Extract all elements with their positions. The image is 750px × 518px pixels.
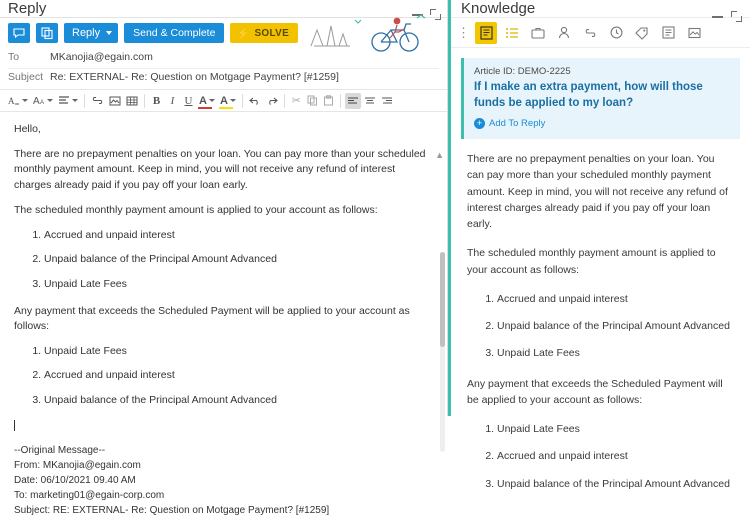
list-item: 3. Unpaid Late Fees [44, 277, 433, 292]
align-center-icon[interactable] [362, 93, 378, 109]
link-icon[interactable] [579, 22, 601, 44]
link-icon[interactable] [89, 93, 106, 109]
reply-pane-header [0, 0, 447, 18]
kb-paragraph-2: The scheduled monthly payment amount is applied to your account as follows: [467, 247, 716, 276]
kb-list-2 [467, 421, 734, 492]
knowledge-window-controls [712, 11, 742, 22]
knowledge-article-card [461, 58, 740, 139]
original-message-header: --Original Message-- [14, 444, 106, 456]
chat-icon-button[interactable] [8, 23, 30, 43]
original-to: To: marketing01@egain-corp.com [14, 489, 165, 501]
list-item: 2. Accrued and unpaid interest [44, 368, 433, 383]
subject-label: Subject [8, 71, 44, 83]
note-icon[interactable] [657, 22, 679, 44]
body-paragraph-2: The scheduled monthly payment amount is applied to your account as follows: [14, 203, 378, 216]
image-icon[interactable] [683, 22, 705, 44]
original-date: Date: 06/10/2021 09.40 AM [14, 474, 136, 486]
plus-icon: + [474, 118, 485, 129]
knowledge-pane-header [451, 0, 750, 18]
list-item: 3. Unpaid balance of the Principal Amount Advanced [497, 476, 734, 492]
knowledge-title: Knowledge [461, 0, 536, 17]
text-color-icon[interactable]: A [197, 93, 217, 109]
knowledge-pane [448, 0, 750, 490]
reply-button-label: Reply [72, 27, 101, 39]
copy-icon[interactable] [305, 93, 320, 109]
to-label: To [8, 51, 20, 63]
list-item: 3. Unpaid Late Fees [497, 345, 734, 361]
reply-button[interactable] [64, 23, 118, 43]
knowledge-article-body [451, 139, 750, 506]
toolbar-divider-5 [340, 94, 341, 108]
body-scroll-up-arrow[interactable]: ▲ [435, 150, 444, 160]
body-paragraph-1: There are no prepayment penalties on your loan. You can pay more than your scheduled monthly payment amount. Keep in mind, you will not receive any refund of interest charges already paid if you pay off your loan early. [14, 148, 426, 191]
list-item: 1. Accrued and unpaid interest [497, 291, 734, 307]
briefcase-icon[interactable] [527, 22, 549, 44]
person-icon[interactable] [553, 22, 575, 44]
undo-icon[interactable] [247, 93, 263, 109]
font-family-icon[interactable] [6, 93, 30, 109]
svg-text:A: A [33, 96, 40, 107]
article-icon[interactable] [475, 22, 497, 44]
original-message-block [14, 443, 433, 518]
expand-icon[interactable] [731, 11, 742, 22]
kb-paragraph-3: Any payment that exceeds the Scheduled Payment will be applied to your account as follows: [467, 377, 723, 406]
image-icon[interactable] [107, 93, 123, 109]
subject-value: Re: EXTERNAL- Re: Question on Motgage Payment? [#1259] [50, 71, 339, 83]
toolbar-divider-2 [144, 94, 145, 108]
send-and-complete-button[interactable] [124, 23, 224, 43]
bolt-icon: ⚡ [236, 27, 251, 40]
to-field-row[interactable] [0, 49, 447, 65]
highlight-color-icon[interactable]: A [218, 93, 238, 109]
solve-label: SOLVE [254, 27, 290, 39]
subject-field-row[interactable] [0, 69, 447, 85]
paste-icon[interactable] [321, 93, 336, 109]
align-right-icon[interactable] [379, 93, 395, 109]
svg-text:A: A [40, 100, 45, 106]
kb-paragraph-1: There are no prepayment penalties on your loan. You can pay more than your scheduled monthly payment amount. Keep in mind, you will not receive any refund of interest charges already paid if you pay off your loan early. [467, 153, 728, 231]
table-icon[interactable] [124, 93, 140, 109]
send-and-complete-label: Send & Complete [133, 27, 216, 39]
menu-dots-icon[interactable]: ⋮ [457, 24, 471, 40]
align-left-icon[interactable] [345, 93, 361, 109]
list-item: 3. Unpaid balance of the Principal Amount Advanced [44, 393, 433, 408]
toolbar-divider-1 [84, 94, 85, 108]
italic-button[interactable]: I [170, 94, 175, 107]
text-cursor [14, 420, 15, 431]
list-item: 2. Accrued and unpaid interest [497, 448, 734, 464]
tag-icon[interactable] [631, 22, 653, 44]
list-item: 2. Unpaid balance of the Principal Amount Advanced [497, 318, 734, 334]
underline-button[interactable]: U [184, 94, 193, 107]
body-greeting: Hello, [14, 123, 41, 135]
solve-button[interactable] [230, 23, 298, 43]
chevron-down-icon[interactable] [106, 31, 112, 35]
toolbar-divider-4 [284, 94, 285, 108]
cut-icon[interactable]: ✂ [291, 95, 302, 107]
add-to-reply-button[interactable] [474, 118, 730, 129]
article-id: Article ID: DEMO-2225 [474, 66, 571, 77]
body-paragraph-3: Any payment that exceeds the Scheduled Payment will be applied to your account as follows: [14, 304, 410, 332]
kb-list-1 [467, 291, 734, 362]
minimize-icon[interactable] [712, 11, 723, 22]
list-item: 1. Accrued and unpaid interest [44, 228, 433, 243]
list-item: 1. Unpaid Late Fees [44, 344, 433, 359]
add-to-reply-label: Add To Reply [489, 118, 546, 130]
article-question-title: If I make an extra payment, how will those funds be applied to my loan? [474, 81, 703, 109]
reply-scrollbar-thumb[interactable] [440, 252, 445, 347]
reply-body[interactable] [0, 112, 447, 518]
knowledge-toolbar [451, 18, 750, 48]
body-list-1 [14, 228, 433, 292]
paragraph-style-icon[interactable] [56, 93, 80, 109]
font-size-icon[interactable] [31, 93, 55, 109]
original-from: From: MKanojia@egain.com [14, 459, 141, 471]
copy-icon-button[interactable] [36, 23, 58, 43]
to-value: MKanojia@egain.com [50, 51, 153, 63]
list-icon[interactable] [501, 22, 523, 44]
body-list-2 [14, 344, 433, 408]
toolbar-divider-3 [242, 94, 243, 108]
clock-icon[interactable] [605, 22, 627, 44]
svg-text:A: A [8, 96, 15, 106]
bold-button[interactable]: B [152, 94, 161, 107]
reply-action-bar [0, 18, 447, 49]
original-subject: Subject: RE: EXTERNAL- Re: Question on Motgage Payment? [#1259] [14, 504, 330, 516]
redo-icon[interactable] [264, 93, 280, 109]
list-item: 1. Unpaid Late Fees [497, 421, 734, 437]
page-title: Reply [8, 0, 47, 17]
list-item: 2. Unpaid balance of the Principal Amount Advanced [44, 252, 433, 267]
